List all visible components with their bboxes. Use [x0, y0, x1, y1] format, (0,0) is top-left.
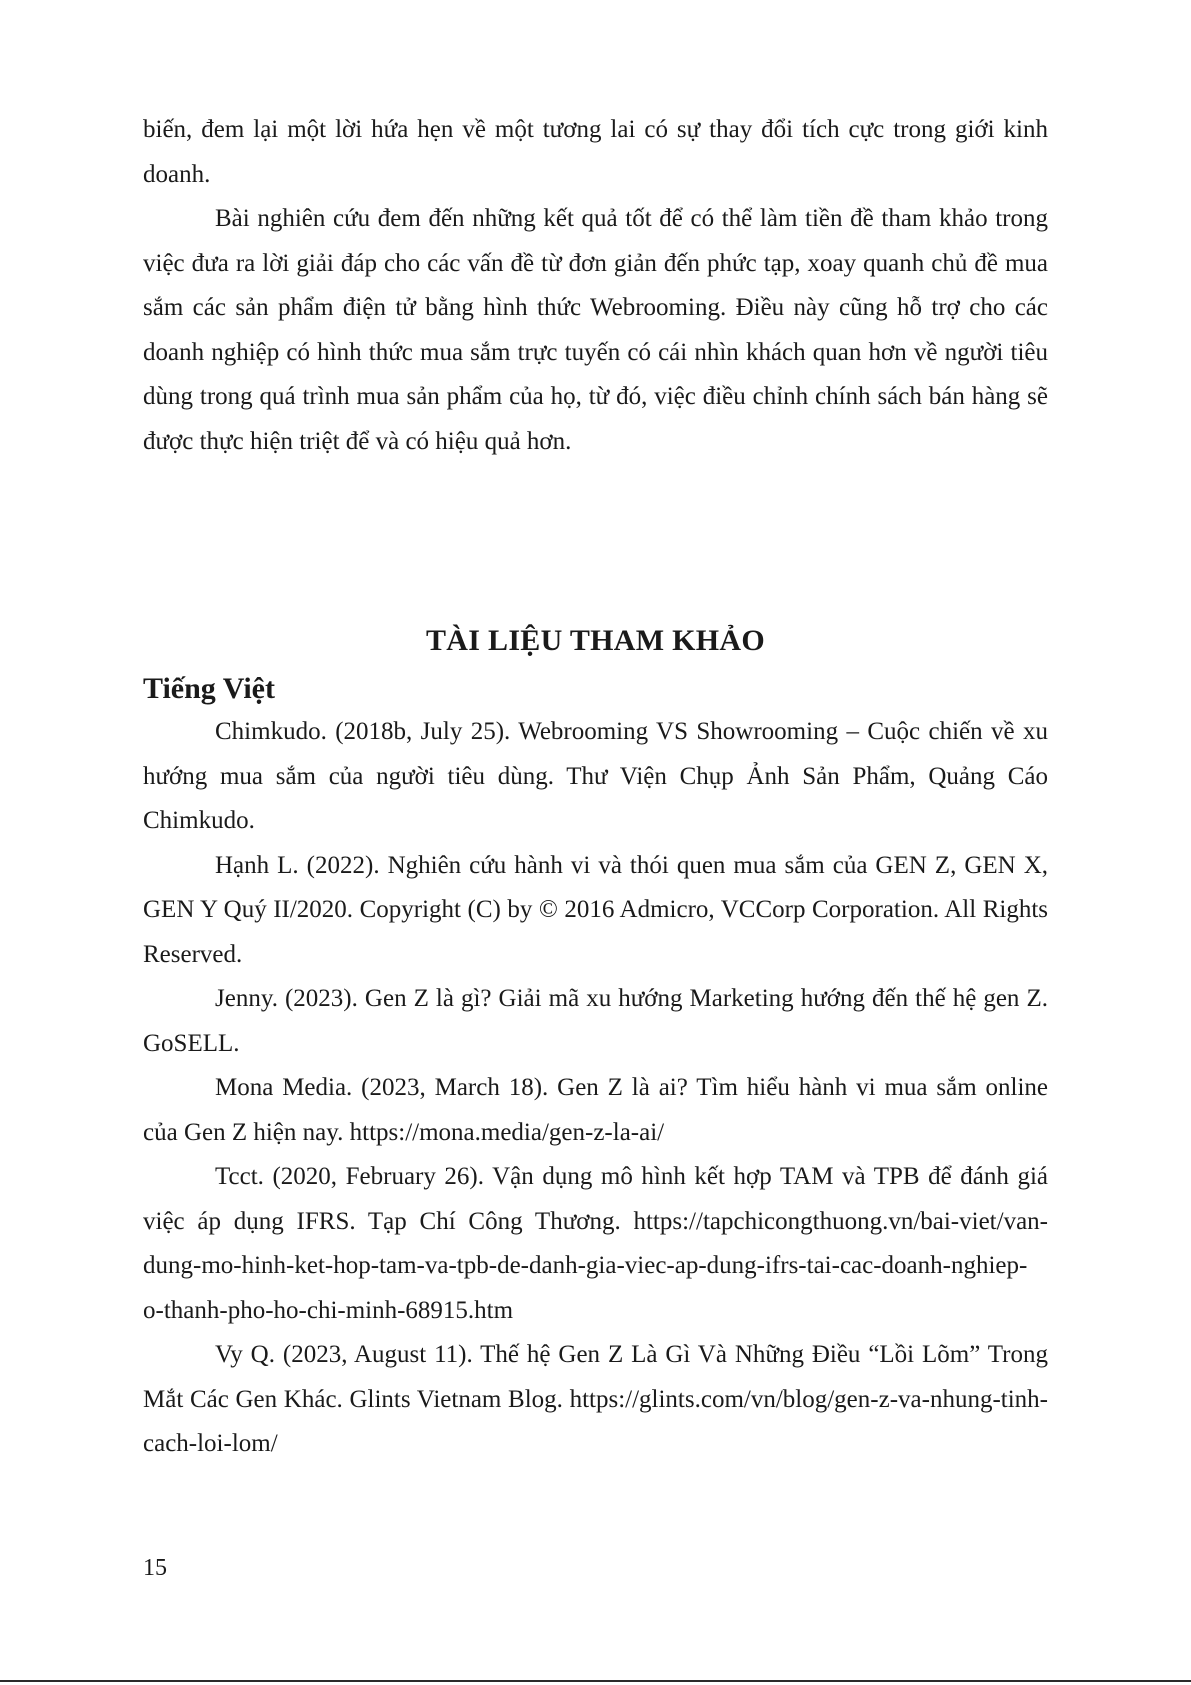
reference-item: Jenny. (2023). Gen Z là gì? Giải mã xu hướng Marketing hướng đến thế hệ gen Z. GoSELL. [143, 985, 1048, 1057]
references-section-title: Tiếng Việt [143, 672, 275, 705]
reference-item: Hạnh L. (2022). Nghiên cứu hành vi và thói quen mua sắm của GEN Z, GEN X, GEN Y Quý II/2020. Copyright (C) by © 2016 Admicro, VCCorp Corporation. All Rights Reserved. [143, 851, 1048, 968]
reference-item: Tcct. (2020, February 26). Vận dụng mô hình kết hợp TAM và TPB để đánh giá việc áp dụng IFRS. Tạp Chí Công Thương. https://tapchicongthuong.vn/bai-viet/van-dung-mo-hinh-ket-hop-tam-va-tpb-de-danh-gia-viec-ap-dung-ifrs-tai-cac-doanh-nghiep-o-thanh-pho-ho-chi-minh-68915.htm [143, 1163, 1048, 1324]
references-title: TÀI LIỆU THAM KHẢO [425, 624, 766, 657]
body-paragraph: biến, đem lại một lời hứa hẹn về một tương lai có sự thay đổi tích cực trong giới kinh doanh. [143, 116, 1048, 188]
document-page [143, 108, 1048, 1467]
body-paragraph: Bài nghiên cứu đem đến những kết quả tốt để có thể làm tiền đề tham khảo trong việc đưa ra lời giải đáp cho các vấn đề từ đơn giản đến phức tạp, xoay quanh chủ đề mua sắm các sản phẩm điện tử bằng hình thức Webrooming. Điều này cũng hỗ trợ cho các doanh nghiệp có hình thức mua sắm trực tuyến có cái nhìn khách quan hơn về người tiêu dùng trong quá trình mua sản phẩm của họ, từ đó, việc điều chỉnh chính sách bán hàng sẽ được thực hiện triệt để và có hiệu quả hơn. [143, 205, 1048, 455]
bottom-divider [0, 1680, 1191, 1682]
page-number: 15 [143, 1555, 167, 1581]
spacer [143, 464, 1048, 624]
reference-item: Chimkudo. (2018b, July 25). Webrooming VS Showrooming – Cuộc chiến về xu hướng mua sắm của người tiêu dùng. Thư Viện Chụp Ảnh Sản Phẩm, Quảng Cáo Chimkudo. [143, 718, 1048, 834]
reference-item: Mona Media. (2023, March 18). Gen Z là ai? Tìm hiểu hành vi mua sắm online của Gen Z hiện nay. https://mona.media/gen-z-la-ai/ [143, 1074, 1048, 1146]
reference-item: Vy Q. (2023, August 11). Thế hệ Gen Z Là Gì Và Những Điều “Lồi Lõm” Trong Mắt Các Gen Khác. Glints Vietnam Blog. https://glints.com/vn/blog/gen-z-va-nhung-tinh-cach-loi-lom/ [143, 1341, 1048, 1457]
